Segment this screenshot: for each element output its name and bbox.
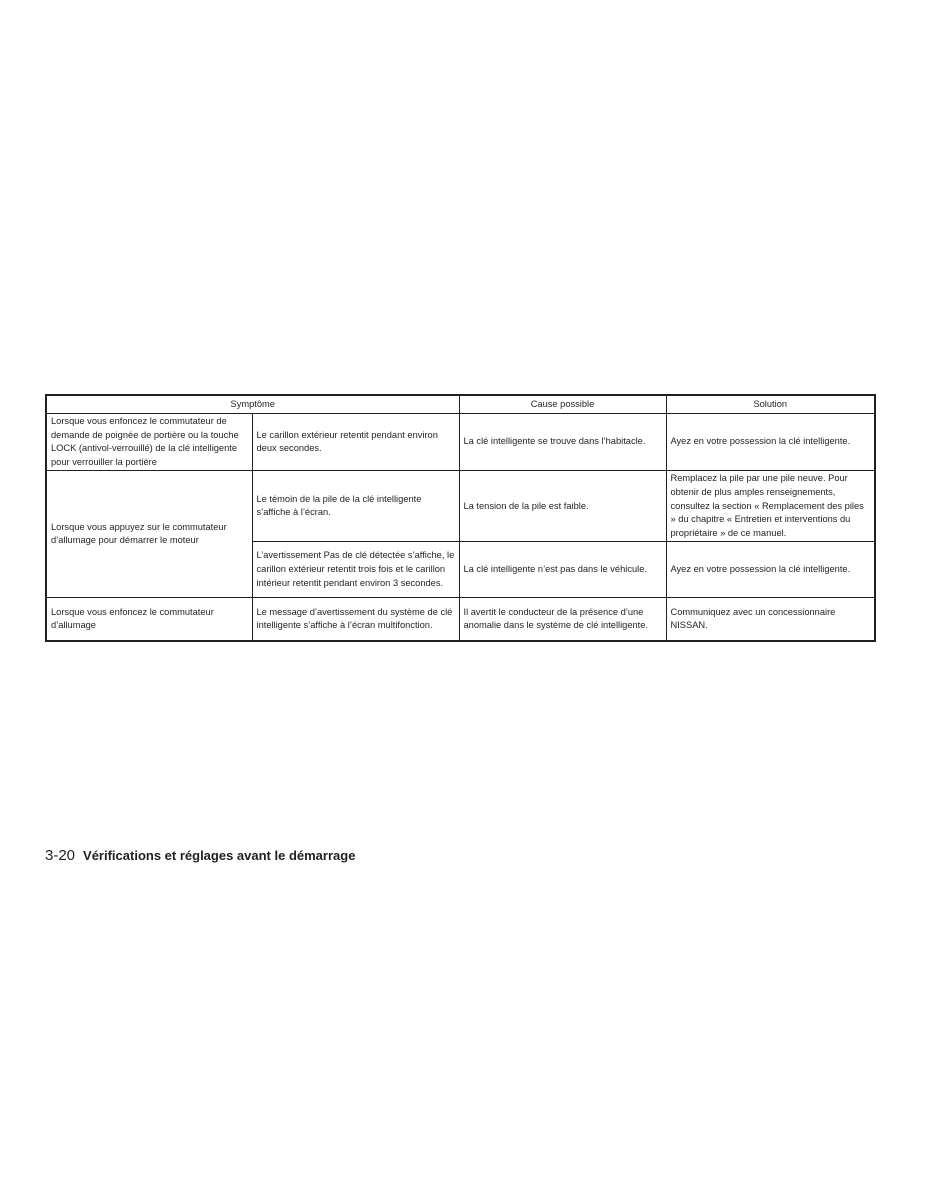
cause-cell: La clé intelligente n’est pas dans le véhicule. <box>459 542 666 598</box>
cause-cell: La clé intelligente se trouve dans l’habitacle. <box>459 414 666 471</box>
header-cause: Cause possible <box>459 395 666 414</box>
detail-cell: Le carillon extérieur retentit pendant environ deux secondes. <box>252 414 459 471</box>
header-solution: Solution <box>666 395 875 414</box>
troubleshooting-table <box>45 394 876 642</box>
cause-cell: La tension de la pile est faible. <box>459 471 666 542</box>
symptom-cell: Lorsque vous enfoncez le commutateur d’allumage <box>46 598 252 641</box>
table-row <box>46 471 875 542</box>
table-row <box>46 598 875 641</box>
detail-cell: L’avertissement Pas de clé détectée s’affiche, le carillon extérieur retentit trois fois et le carillon intérieur retentit pendant environ 3 secondes. <box>252 542 459 598</box>
solution-cell: Remplacez la pile par une pile neuve. Pour obtenir de plus amples renseignements, consultez la section « Remplacement des piles » du chapitre « Entretien et interventions du propriétaire » de ce manuel. <box>666 471 875 542</box>
chapter-title: Vérifications et réglages avant le démarrage <box>83 848 356 863</box>
header-symptom: Symptôme <box>46 395 459 414</box>
cause-cell: Il avertit le conducteur de la présence d’une anomalie dans le système de clé intelligente. <box>459 598 666 641</box>
solution-cell: Communiquez avec un concessionnaire NISSAN. <box>666 598 875 641</box>
detail-cell: Le message d’avertissement du système de clé intelligente s’affiche à l’écran multifonction. <box>252 598 459 641</box>
symptom-cell: Lorsque vous enfoncez le commutateur de demande de poignée de portière ou la touche LOCK (antivol-verrouillé) de la clé intelligente pour verrouiller la portière <box>46 414 252 471</box>
table-header-row <box>46 395 875 414</box>
solution-cell: Ayez en votre possession la clé intelligente. <box>666 542 875 598</box>
page-footer <box>45 846 355 865</box>
detail-cell: Le témoin de la pile de la clé intelligente s’affiche à l’écran. <box>252 471 459 542</box>
page-number: 3-20 <box>45 847 76 864</box>
solution-cell: Ayez en votre possession la clé intelligente. <box>666 414 875 471</box>
table-row <box>46 414 875 471</box>
symptom-cell: Lorsque vous appuyez sur le commutateur d’allumage pour démarrer le moteur <box>46 471 252 598</box>
